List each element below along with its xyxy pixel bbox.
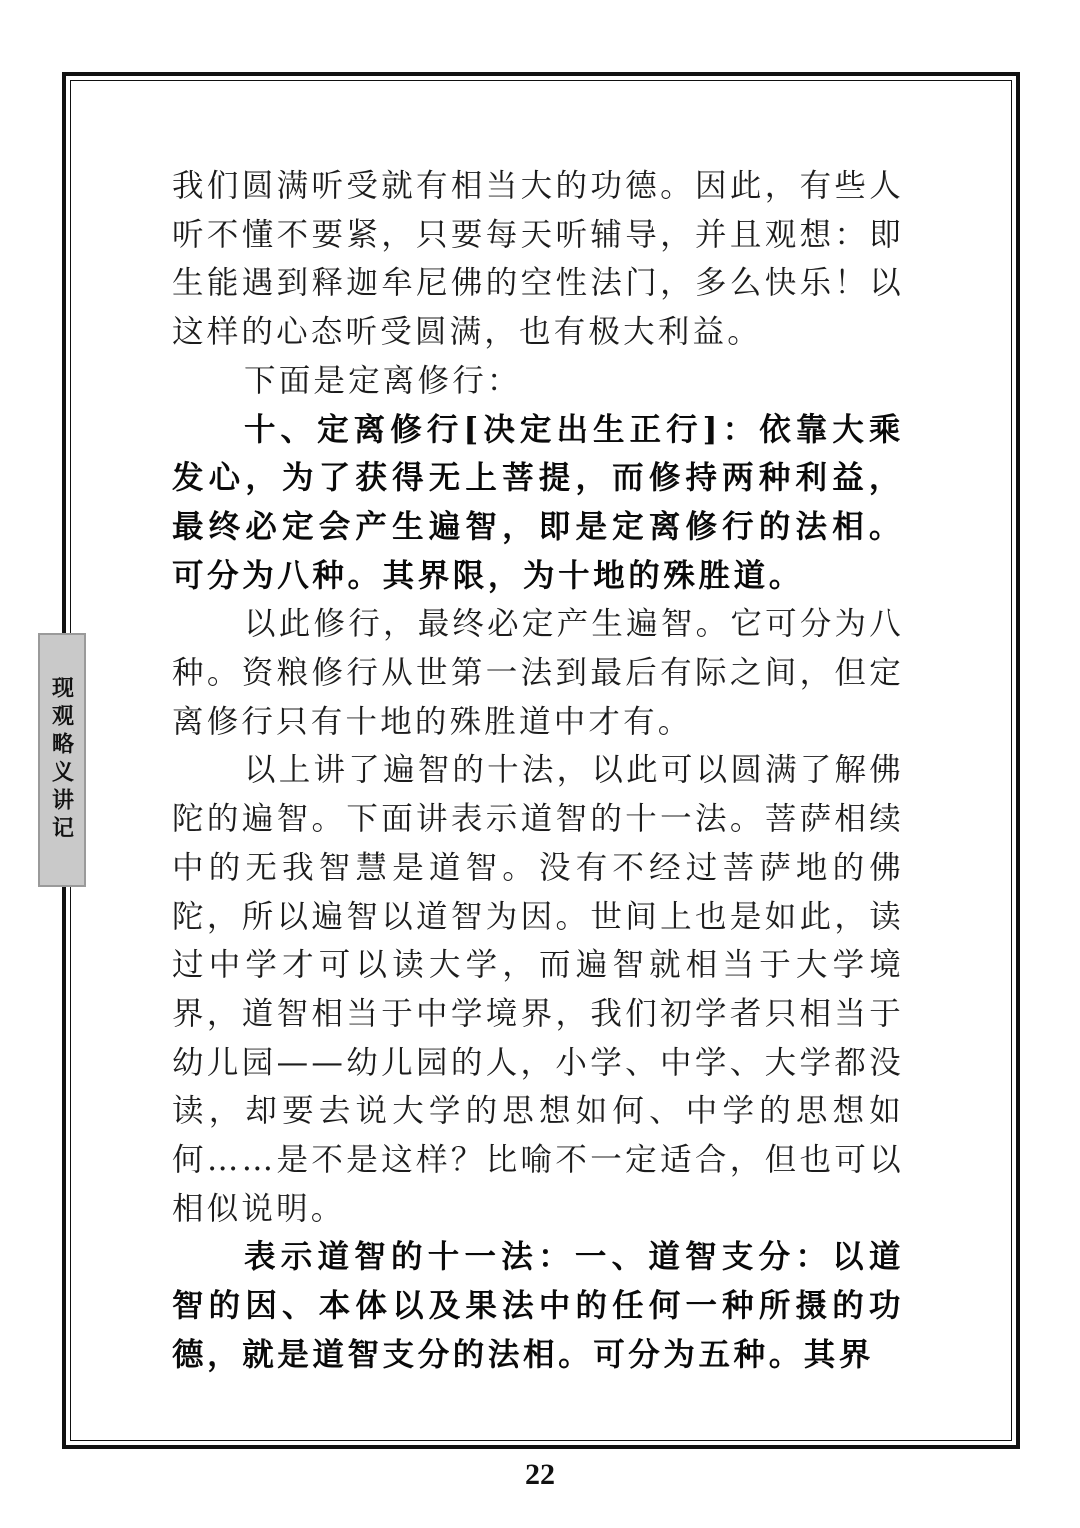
page-body: [172, 162, 904, 1380]
paragraph-5: 以上讲了遍智的十法，以此可以圆满了解佛陀的遍智。下面讲表示道智的十一法。菩萨相续中的无我智慧是道智。没有不经过菩萨地的佛陀，所以遍智以道智为因。世间上也是如此，读过中学才可以读大学，而遍智就相当于大学境界，道智相当于中学境界，我们初学者只相当于幼儿园——幼儿园的人，小学、中学、大学都没读，却要去说大学的思想如何、中学的思想如何……是不是这样？比喻不一定适合，但也可以相似说明。: [172, 752, 904, 1227]
paragraph-2: 下面是定离修行：: [244, 362, 522, 399]
paragraph-1: 我们圆满听受就有相当大的功德。因此，有些人听不懂不要紧，只要每天听辅导，并且观想：即生能遇到释迦牟尼佛的空性法门，多么快乐！以这样的心态听受圆满，也有极大利益。: [172, 168, 904, 351]
paragraph-4: 以此修行，最终必定产生遍智。它可分为八种。资粮修行从世第一法到最后有际之间，但定离修行只有十地的殊胜道中才有。: [172, 606, 904, 740]
page-number: 22: [525, 1458, 555, 1491]
paragraph-3-bold: 十、定离修行[决定出生正行]：依靠大乘发心，为了获得无上菩提，而修持两种利益，最终必定会产生遍智，即是定离修行的法相。可分为八种。其界限，为十地的殊胜道。: [172, 410, 904, 594]
side-tab: [38, 633, 86, 887]
paragraph-6-bold: 表示道智的十一法：一、道智支分：以道智的因、本体以及果法中的任何一种所摄的功德，就是道智支分的法相。可分为五种。其界: [172, 1238, 904, 1373]
side-tab-label: 现观略义讲记: [48, 676, 75, 844]
